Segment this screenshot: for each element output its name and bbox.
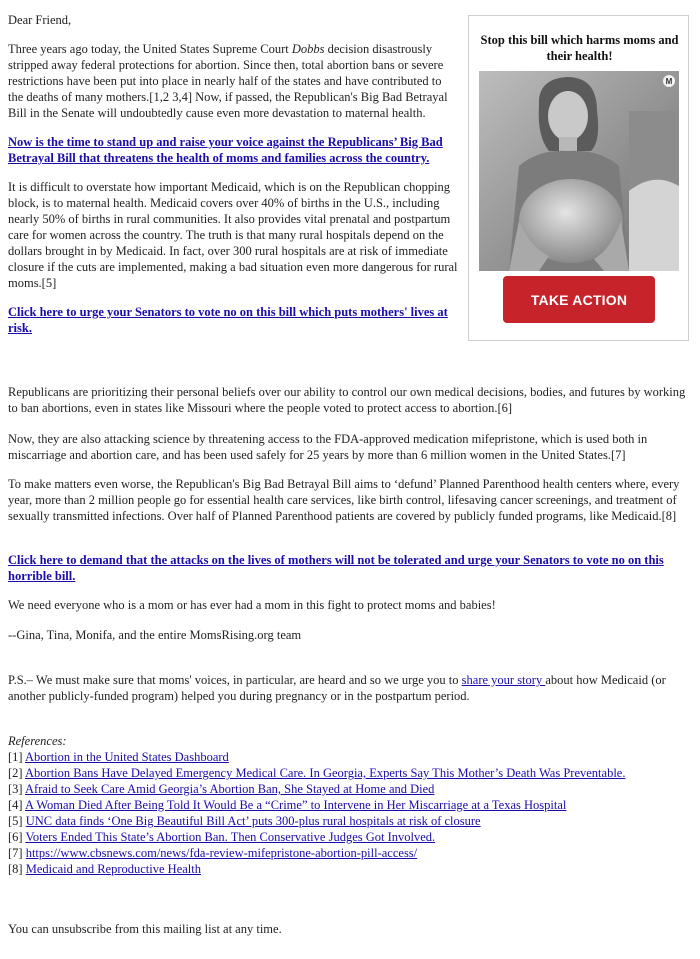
defund-paragraph: To make matters even worse, the Republican's Big Bad Betrayal Bill aims to ‘defund’ Planned Parenthood health centers where, every year, more than 2 million people go for essential health care services, like birth control, lifesaving cancer screenings, and treatment of sexually transmitted infections. Over half of Planned Parenthood patients are covered by publicly funded programs, like Medicaid.[8] [8,477,680,523]
reference-link[interactable]: Voters Ended This State’s Abortion Ban. Then Conservative Judges Got Involved. [25,830,436,844]
reference-item: [2] Abortion Bans Have Delayed Emergency Medical Care. In Georgia, Experts Say This Mother’s Death Was Preventable. [8,766,626,780]
greeting: Dear Friend, [8,13,72,27]
reference-item: [1] Abortion in the United States Dashboard [8,750,229,764]
reference-link[interactable]: Abortion Bans Have Delayed Emergency Medical Care. In Georgia, Experts Say This Mother’s Death Was Preventable. [25,766,626,780]
action-sidebar [468,15,689,341]
reference-item: [6] Voters Ended This State’s Abortion Ban. Then Conservative Judges Got Involved. [8,830,436,844]
cta-link-raise-voice[interactable]: Now is the time to stand up and raise your voice against the Republicans’ Big Bad Betrayal Bill that threatens the health of moms and families across the country. [8,135,443,165]
cta-link-urge-senators[interactable]: Click here to urge your Senators to vote no on this bill which puts mothers' lives at risk. [8,305,448,335]
signature: --Gina, Tina, Monifa, and the entire MomsRising.org team [8,628,302,642]
reference-item: [4] A Woman Died After Being Told It Would Be a “Crime” to Intervene in Her Miscarriage at a Texas Hospital [8,798,567,812]
references-heading: References: [8,734,67,748]
reference-link[interactable]: Afraid to Seek Care Amid Georgia’s Abortion Ban, She Stayed at Home and Died [25,782,435,796]
everyone-paragraph: We need everyone who is a mom or has ever had a mom in this fight to protect moms and babies! [8,598,496,612]
reference-link[interactable]: https://www.cbsnews.com/news/fda-review-mifepristone-abortion-pill-access/ [25,846,418,860]
reference-link[interactable]: Medicaid and Reproductive Health [25,862,201,876]
intro-paragraph: Three years ago today, the United States Supreme Court Dobbs decision disastrously stripped away federal protections for abortion. Since then, total abortion bans or severe restrictions have been put into place in nearly half of the states and have contributed to the deaths of many mothers.[1,2 3,4] Now, if passed, the Republican's Big Bad Betrayal Bill in the Senate will undoubtedly cause even more devastation to maternal health. [8,42,448,120]
photo-badge: M [665,77,673,86]
sidebar-title: Stop this bill which harms moms and their health! [480,33,679,63]
medicaid-paragraph: It is difficult to overstate how important Medicaid, which is on the Republican chopping block, is to maternal health. Medicaid covers over 40% of births in the U.S., including nearly 50% of births in rural communities. It also provides vital prenatal and postpartum care for women across the country. The truth is that many rural hospitals depend on the dollars brought in by Medicaid. In fact, over 300 rural hospitals are at risk of immediate closure if the cuts are implemented, making a bad situation even more dangerous for rural moms.[5] [8,180,458,290]
reference-link[interactable]: Abortion in the United States Dashboard [25,750,229,764]
unsubscribe-text: You can unsubscribe from this mailing list at any time. [8,922,282,936]
reference-link[interactable]: A Woman Died After Being Told It Would Be a “Crime” to Intervene in Her Miscarriage at a Texas Hospital [25,798,567,812]
cta-link-demand-vote-no[interactable]: Click here to demand that the attacks on the lives of mothers will not be tolerated and urge your Senators to vote no on this horrible bill. [8,553,664,583]
reference-item: [8] Medicaid and Reproductive Health [8,862,201,876]
reference-item: [5] UNC data finds ‘One Big Beautiful Bill Act’ puts 300-plus rural hospitals at risk of closure [8,814,481,828]
share-story-link[interactable]: share your story [461,673,546,687]
reference-item: [3] Afraid to Seek Care Amid Georgia’s Abortion Ban, She Stayed at Home and Died [8,782,435,796]
ps-paragraph: P.S.– We must make sure that moms' voices, in particular, are heard and so we urge you to share your story about how Medicaid (or another publicly-funded program) helped you during pregnancy or in the postpartum period. [8,673,666,703]
references [8,733,692,877]
left-column [8,12,458,336]
reference-link[interactable]: UNC data finds ‘One Big Beautiful Bill Act’ puts 300-plus rural hospitals at risk of closure [25,814,481,828]
photo-illustration [479,71,679,271]
republicans-paragraph: Republicans are prioritizing their personal beliefs over our ability to control our own medical decisions, bodies, and futures by working to ban abortions, even in states like Missouri where the people voted to protect access to abortion.[6] [8,385,686,415]
science-paragraph: Now, they are also attacking science by threatening access to the FDA-approved medication mifepristone, which is used both in miscarriage and abortion care, and has been used safely for 25 years by more than 6 million women in the United States.[7] [8,432,648,462]
take-action-button[interactable]: TAKE ACTION [503,276,655,323]
dobbs-italic: Dobbs [291,42,325,56]
reference-item: [7] https://www.cbsnews.com/news/fda-review-mifepristone-abortion-pill-access/ [8,846,418,860]
pregnant-woman-photo [479,71,679,271]
